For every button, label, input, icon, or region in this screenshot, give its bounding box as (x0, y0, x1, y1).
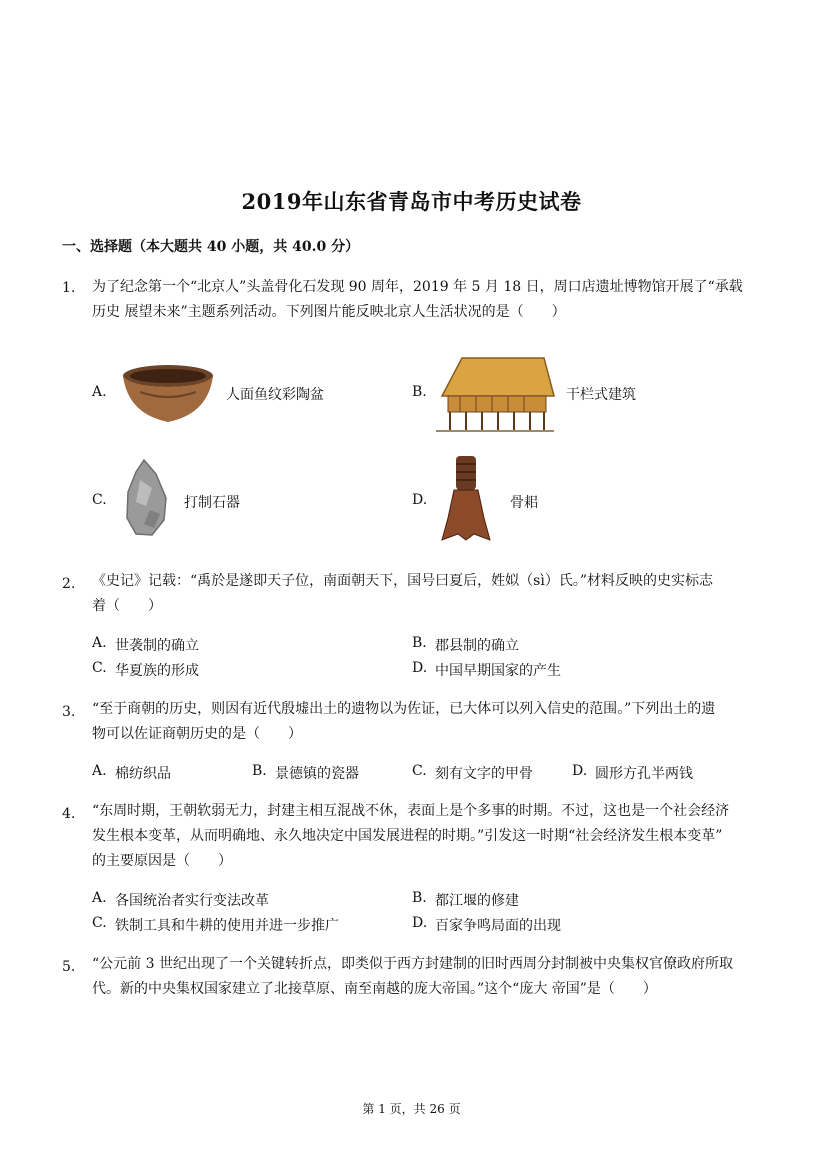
option-letter: C. (92, 660, 107, 676)
option-text: 世袭制的确立 (115, 638, 199, 654)
bone-spade-image (440, 454, 492, 544)
option-text: 郡县制的确立 (435, 638, 519, 654)
question-stem (92, 569, 762, 619)
stilt-house-image (432, 352, 558, 434)
option-text: 圆形方孔半两钱 (595, 766, 693, 782)
question-line: 着（ ） (92, 598, 162, 614)
option-text: 百家争鸣局面的出现 (435, 918, 561, 934)
question-line: “至于商朝的历史，则因有近代殷墟出土的遗物以为佐证，已大体可以列入信史的范围。”下列出土的遗 (92, 701, 716, 717)
question-line: 发生根本变革，从而明确地、永久地决定中国发展进程的时期。”引发这一时期“社会经济发生根本变革” (92, 828, 723, 844)
section-heading: 一、选择题（本大题共 40 小题，共 40.0 分） (62, 239, 360, 255)
option-letter: B. (252, 763, 267, 779)
option-text: 打制石器 (184, 495, 240, 511)
option-letter: D. (412, 660, 428, 676)
option-text: 棉纺织品 (115, 766, 171, 782)
question-number: 1. (62, 280, 76, 296)
option-text: 刻有文字的甲骨 (435, 766, 533, 782)
option-letter: A. (92, 635, 107, 651)
option-letter: C. (92, 492, 107, 508)
exam-title: 2019年山东省青岛市中考历史试卷 (241, 189, 582, 214)
option-letter: C. (92, 915, 107, 931)
question-line: “公元前 3 世纪出现了一个关键转折点，即类似于西方封建制的旧时西周分封制被中央集权官僚政府所取 (92, 956, 733, 972)
option-text: 人面鱼纹彩陶盆 (226, 387, 324, 403)
question-number: 3. (62, 704, 76, 720)
option-letter: B. (412, 635, 427, 651)
option-text: 铁制工具和牛耕的使用并进一步推广 (115, 918, 339, 934)
option-letter: B. (412, 890, 427, 906)
question-stem (92, 799, 762, 874)
option-letter: B. (412, 384, 427, 400)
question-line: 《史记》记载：“禹於是遂即天子位，南面朝天下，国号曰夏后，姓姒（sì）氏。”材料反映的史实标志 (92, 573, 713, 589)
question-stem (92, 275, 762, 325)
option-letter: D. (572, 763, 588, 779)
option-text: 华夏族的形成 (115, 663, 199, 679)
page-footer: 第 1 页，共 26 页 (362, 1102, 461, 1116)
option-letter: D. (412, 915, 428, 931)
question-line: 的主要原因是（ ） (92, 853, 232, 869)
chipped-stone-tool-image (122, 458, 172, 538)
question-line: 为了纪念第一个“北京人”头盖骨化石发现 90 周年，2019 年 5 月 18 日，周口店遗址博物馆开展了“承载 (92, 279, 743, 295)
option-letter: A. (92, 763, 107, 779)
question-number: 4. (62, 806, 76, 822)
option-text: 干栏式建筑 (566, 387, 636, 403)
option-text: 景德镇的瓷器 (275, 766, 359, 782)
question-stem (92, 952, 762, 1002)
question-number: 2. (62, 576, 76, 592)
question-number: 5. (62, 959, 76, 975)
question-line: 代。新的中央集权国家建立了北接草原、南至南越的庞大帝国。”这个“庞大 帝国”是（ ） (92, 981, 657, 997)
option-text: 中国早期国家的产生 (435, 663, 561, 679)
option-letter: A. (92, 384, 107, 400)
option-text: 都江堰的修建 (435, 893, 519, 909)
option-letter: A. (92, 890, 107, 906)
option-text: 各国统治者实行变法改革 (115, 893, 269, 909)
question-line: 历史 展望未来”主题系列活动。下列图片能反映北京人生活状况的是（ ） (92, 304, 566, 320)
question-stem (92, 697, 762, 747)
option-letter: C. (412, 763, 427, 779)
option-letter: D. (412, 492, 428, 508)
question-line: “东周时期，王朝软弱无力，封建主相互混战不休，表面上是个多事的时期。不过，这也是一个社会经济 (92, 803, 730, 819)
option-text: 骨耜 (510, 495, 538, 511)
pottery-basin-image (120, 362, 216, 428)
question-line: 物可以佐证商朝历史的是（ ） (92, 726, 302, 742)
